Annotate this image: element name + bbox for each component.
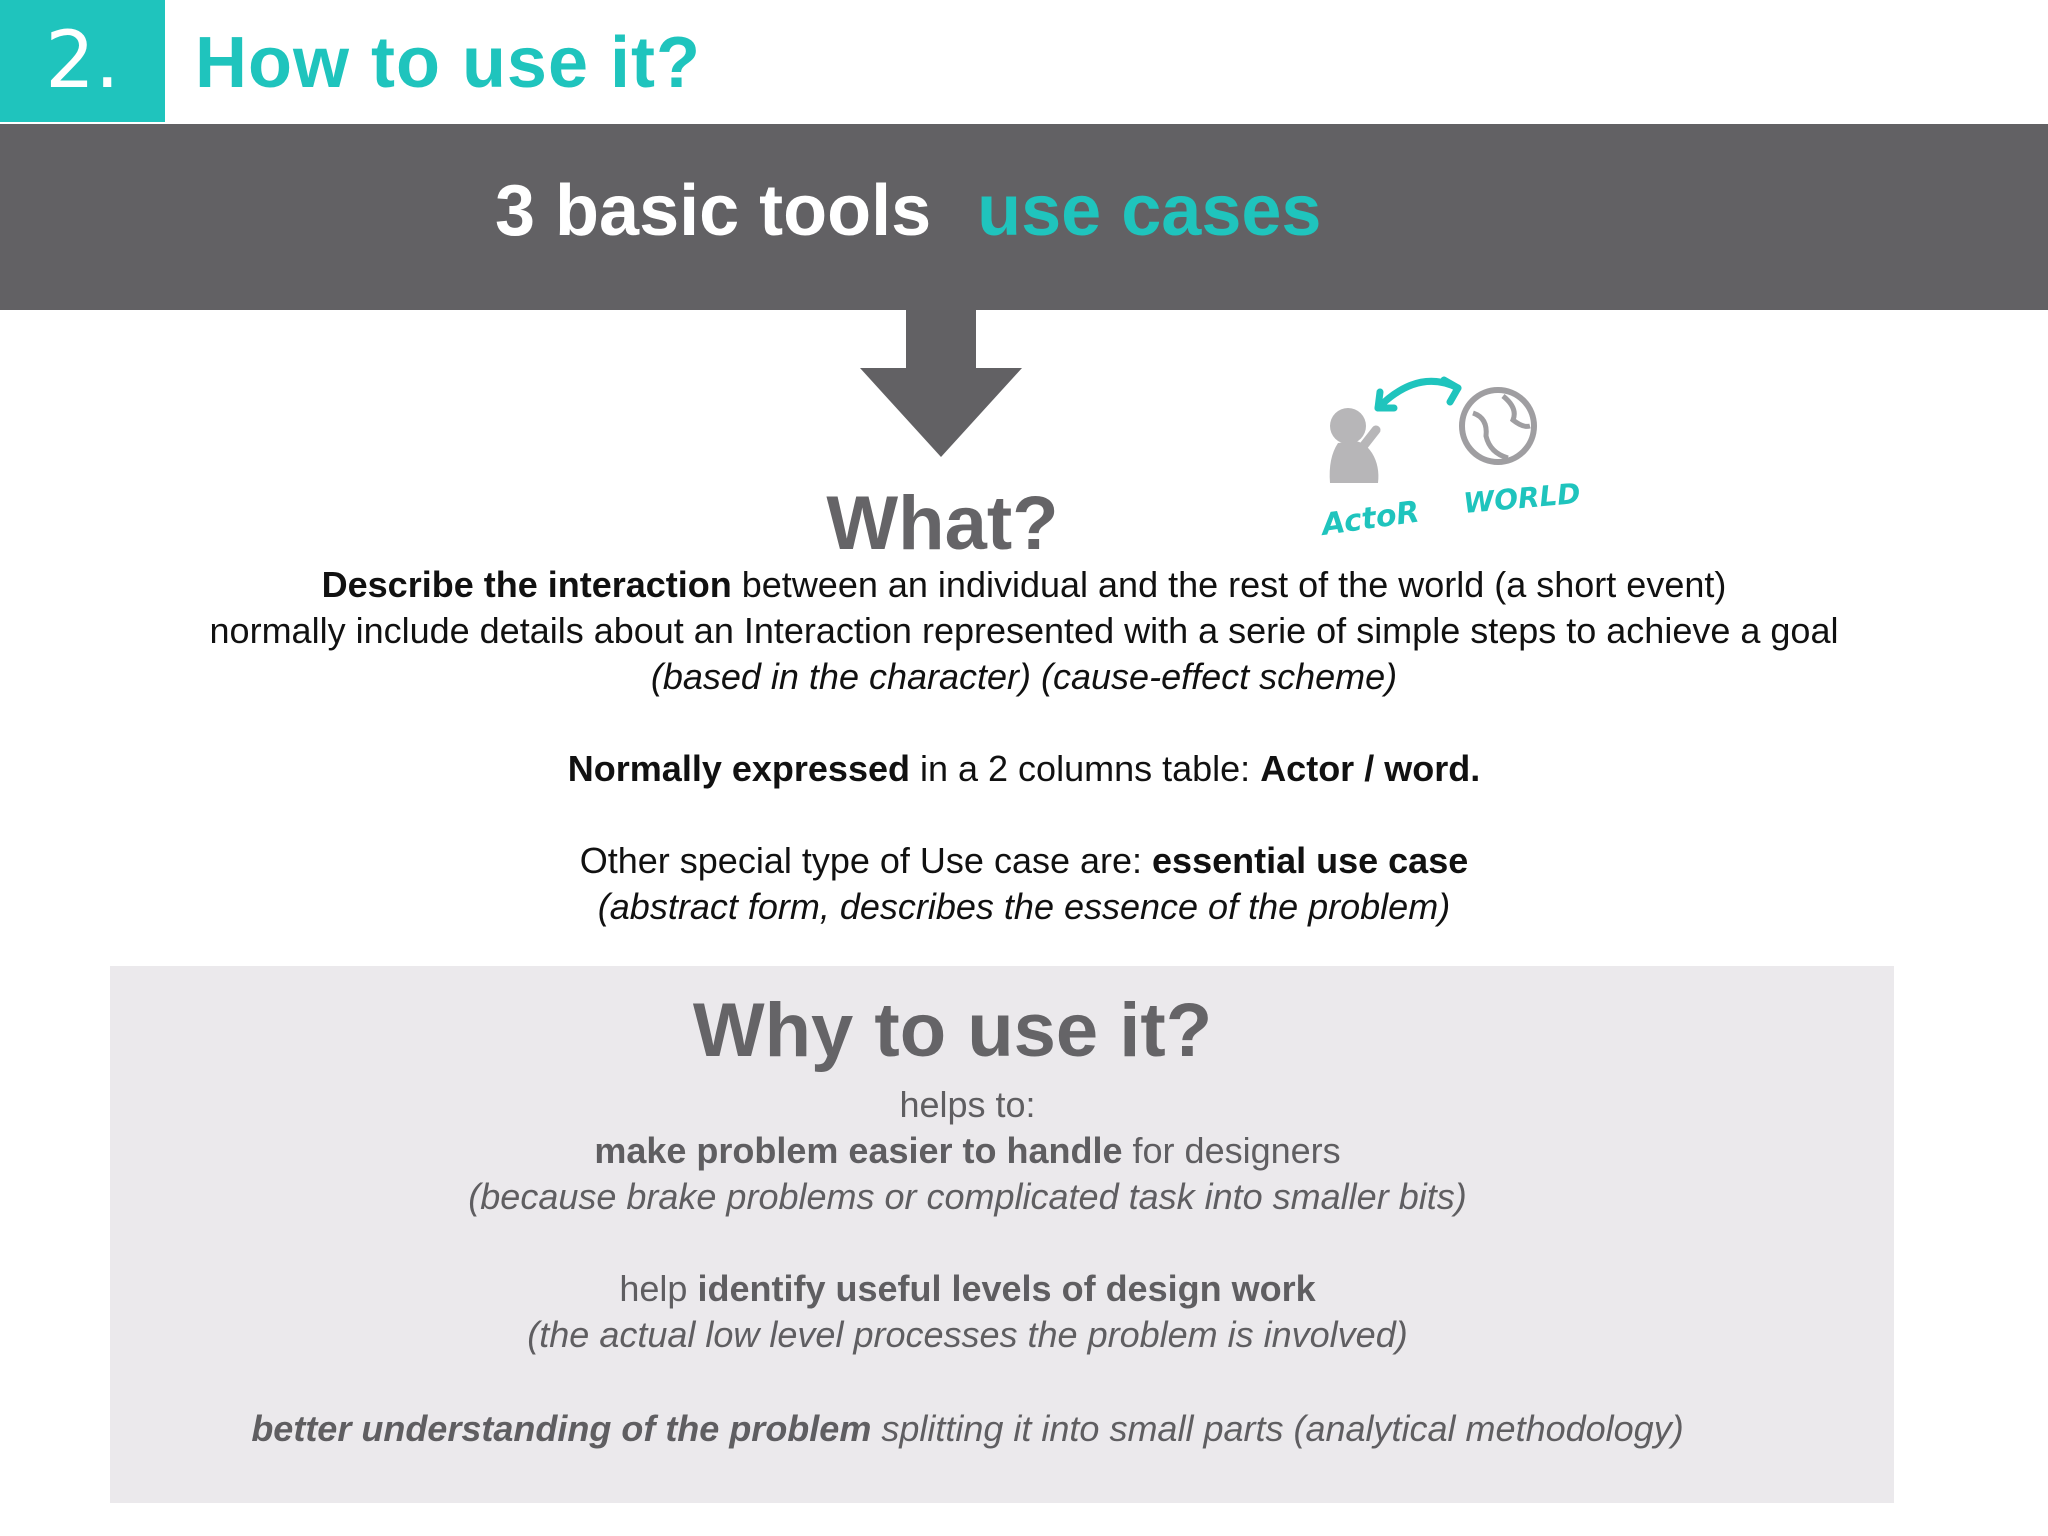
why-point-3-rest: splitting it into small parts (analytical methodology): [871, 1408, 1684, 1449]
what-line-1-rest: between an individual and the rest of the world (a short event): [731, 564, 1727, 605]
why-point-1-note: [0, 1174, 1935, 1220]
world-icon: [1462, 390, 1534, 462]
what-line-4: [0, 746, 2048, 792]
what-line-6: [0, 884, 2048, 930]
why-point-2-pre: help: [619, 1268, 698, 1309]
banner-lead: 3 basic tools: [495, 171, 932, 251]
what-line-3: [0, 654, 2048, 700]
what-line-3-italic: (based in the character) (cause-effect scheme): [650, 656, 1398, 697]
what-line-4-bold2: Actor / word.: [1260, 748, 1481, 789]
why-point-3-bold: better understanding of the problem: [251, 1408, 872, 1449]
why-point-2-bold: identify useful levels of design work: [697, 1268, 1316, 1309]
what-line-5: [0, 838, 2048, 884]
what-line-4-bold: Normally expressed: [567, 748, 910, 789]
why-heading: Why to use it?: [692, 988, 1213, 1073]
why-point-1: [0, 1128, 1935, 1174]
what-line-2: normally include details about an Interaction represented with a serie of simple steps to achieve a goal: [209, 610, 1839, 651]
page-title: How to use it?: [195, 23, 701, 103]
why-body: [0, 1082, 1935, 1452]
actor-icon: [1330, 408, 1379, 483]
what-line-4-mid: in a 2 columns table:: [909, 748, 1261, 789]
why-point-2-note-italic: (the actual low level processes the problem is involved): [527, 1314, 1408, 1355]
why-point-3: [0, 1406, 1935, 1452]
why-point-1-note-italic: (because brake problems or complicated task into smaller bits): [468, 1176, 1467, 1217]
what-line-5-bold: essential use case: [1152, 840, 1469, 881]
banner-accent: use cases: [977, 171, 1322, 251]
section-number: 2.: [45, 16, 120, 106]
why-point-2-note: [0, 1312, 1935, 1358]
why-point-1-bold: make problem easier to handle: [594, 1130, 1123, 1171]
banner-text: [495, 170, 1321, 252]
why-intro: helps to:: [899, 1084, 1036, 1125]
what-line-1: [0, 562, 2048, 608]
what-heading: What?: [826, 481, 1059, 566]
what-body: [0, 562, 2048, 930]
why-point-1-rest: for designers: [1122, 1130, 1341, 1171]
what-line-1-bold: Describe the interaction: [321, 564, 732, 605]
down-arrow-icon: [860, 310, 1025, 460]
section-number-box: [0, 0, 165, 122]
actor-label: ActoR: [1319, 494, 1422, 543]
double-arrow-icon: [1378, 380, 1458, 408]
world-label: WORLD: [1462, 476, 1582, 520]
what-line-6-italic: (abstract form, describes the essence of the problem): [597, 886, 1451, 927]
why-point-2: [0, 1266, 1935, 1312]
what-line-5-rest: Other special type of Use case are:: [579, 840, 1153, 881]
